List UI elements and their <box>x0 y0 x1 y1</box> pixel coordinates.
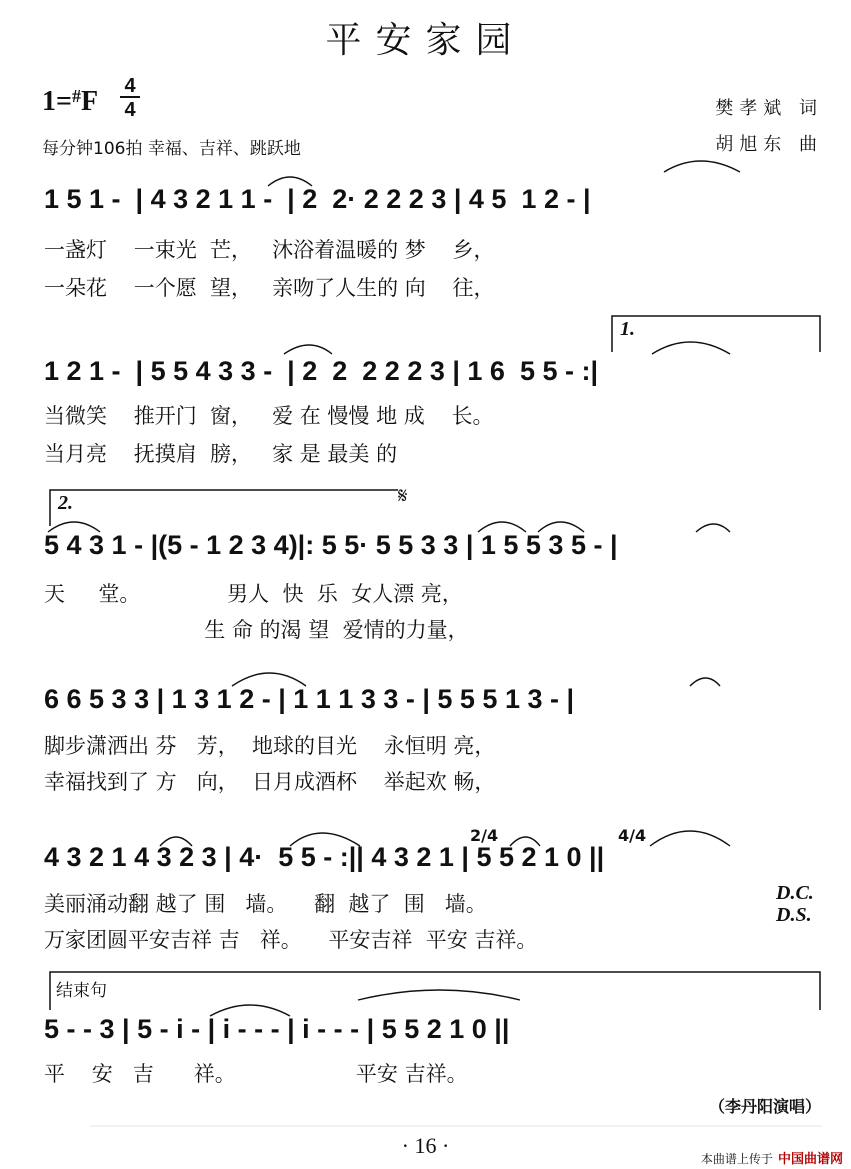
lyric-line-1b: 一朵花 一个愿 望， 亲吻了人生的 向 往， <box>44 276 495 300</box>
notation-line-1: 1 5 1 - | 4 3 2 1 1 - | 2 2· 2 2 2 3 | 4 5 1 2 - | <box>44 184 591 214</box>
page-title: 平安家园 <box>325 20 526 61</box>
page-number: · 16 · <box>401 1133 450 1158</box>
slur <box>664 161 740 172</box>
slur <box>232 673 306 686</box>
notation-line-6: 5 - - 3 | 5 - i - | i - - - | i - - - | 5 5 2 1 0 || <box>44 1014 510 1044</box>
time-bottom: 4 <box>120 96 140 122</box>
segno-icon: 𝄋 <box>398 484 408 509</box>
volta-2-label: 2. <box>58 492 73 514</box>
slur <box>538 522 584 532</box>
lyric-line-2a: 当微笑 推开门 窗， 爱 在 慢慢 地 成 长。 <box>44 404 494 428</box>
slur <box>510 837 540 846</box>
performer-credit: （李丹阳演唱） <box>708 1097 821 1116</box>
ds-marker: D.S. <box>776 904 812 926</box>
time-top: 4 <box>124 75 136 97</box>
lyric-line-3b: 生 命 的渴 望 爱情的力量， <box>44 618 469 642</box>
time-change-2-4: 2/4 <box>470 826 499 845</box>
lyric-line-5b: 万家团圆平安吉祥 吉 祥。 平安吉祥 平安 吉祥。 <box>44 928 538 952</box>
tempo-marking: 每分钟106拍 幸福、吉祥、跳跃地 <box>42 139 301 159</box>
key-prefix: 1= <box>42 86 72 117</box>
slur <box>290 833 360 846</box>
lyric-line-4b: 幸福找到了 方 向， 日月成酒杯 举起欢 畅， <box>44 770 496 794</box>
volta-2-bracket <box>50 490 398 526</box>
lyric-line-3a: 天 堂。 男人 快 乐 女人漂 亮， <box>44 582 463 606</box>
lyric-line-2b: 当月亮 抚摸肩 膀， 家 是 最美 的 <box>44 442 398 466</box>
notation-line-3: 5 4 3 1 - |(5 - 1 2 3 4)|: 5 5· 5 5 3 3 | 1 5 5 3 5 - | <box>44 530 618 560</box>
slur <box>690 678 720 686</box>
lyricist-credit: 樊孝斌 词 <box>715 98 823 119</box>
notation-line-2: 1 2 1 - | 5 5 4 3 3 - | 2 2 2 2 2 3 | 1 6 5 5 - :| <box>44 356 599 386</box>
volta-1-label: 1. <box>620 318 635 340</box>
key-accidental: # <box>71 86 81 106</box>
dc-marker: D.C. <box>776 882 814 904</box>
slur <box>358 990 520 1000</box>
lyric-line-6: 平 安 吉 祥。 平安 吉祥。 <box>44 1062 468 1086</box>
slur <box>478 522 526 532</box>
slur <box>652 342 730 354</box>
slur <box>48 522 100 532</box>
slur <box>650 831 730 846</box>
lyric-line-1a: 一盏灯 一束光 芒， 沐浴着温暖的 梦 乡， <box>44 238 495 262</box>
lyric-line-5a: 美丽涌动翻 越了 围 墙。 翻 越了 围 墙。 <box>44 892 487 916</box>
slur <box>696 524 730 532</box>
composer-credit: 胡旭东 曲 <box>715 134 823 155</box>
upload-note: 本曲谱上传于 <box>700 1152 773 1166</box>
slur <box>268 177 312 186</box>
key-note: F <box>80 86 99 117</box>
notation-line-4: 6 6 5 3 3 | 1 3 1 2 - | 1 1 1 3 3 - | 5 5 5 1 3 - | <box>44 684 575 714</box>
slur <box>284 345 332 354</box>
time-change-4-4: 4/4 <box>618 826 647 845</box>
slur <box>160 837 192 846</box>
slur <box>210 1005 290 1016</box>
coda-bracket <box>50 972 820 1010</box>
notation-line-5: 4 3 2 1 4 3 2 3 | 4· 5 5 - :|| 4 3 2 1 | 5 5 2 1 0 || <box>44 842 605 872</box>
site-name: 中国曲谱网 <box>777 1152 843 1167</box>
lyric-line-4a: 脚步潇洒出 芬 芳， 地球的目光 永恒明 亮， <box>44 734 496 758</box>
coda-label: 结束句 <box>56 981 107 1001</box>
